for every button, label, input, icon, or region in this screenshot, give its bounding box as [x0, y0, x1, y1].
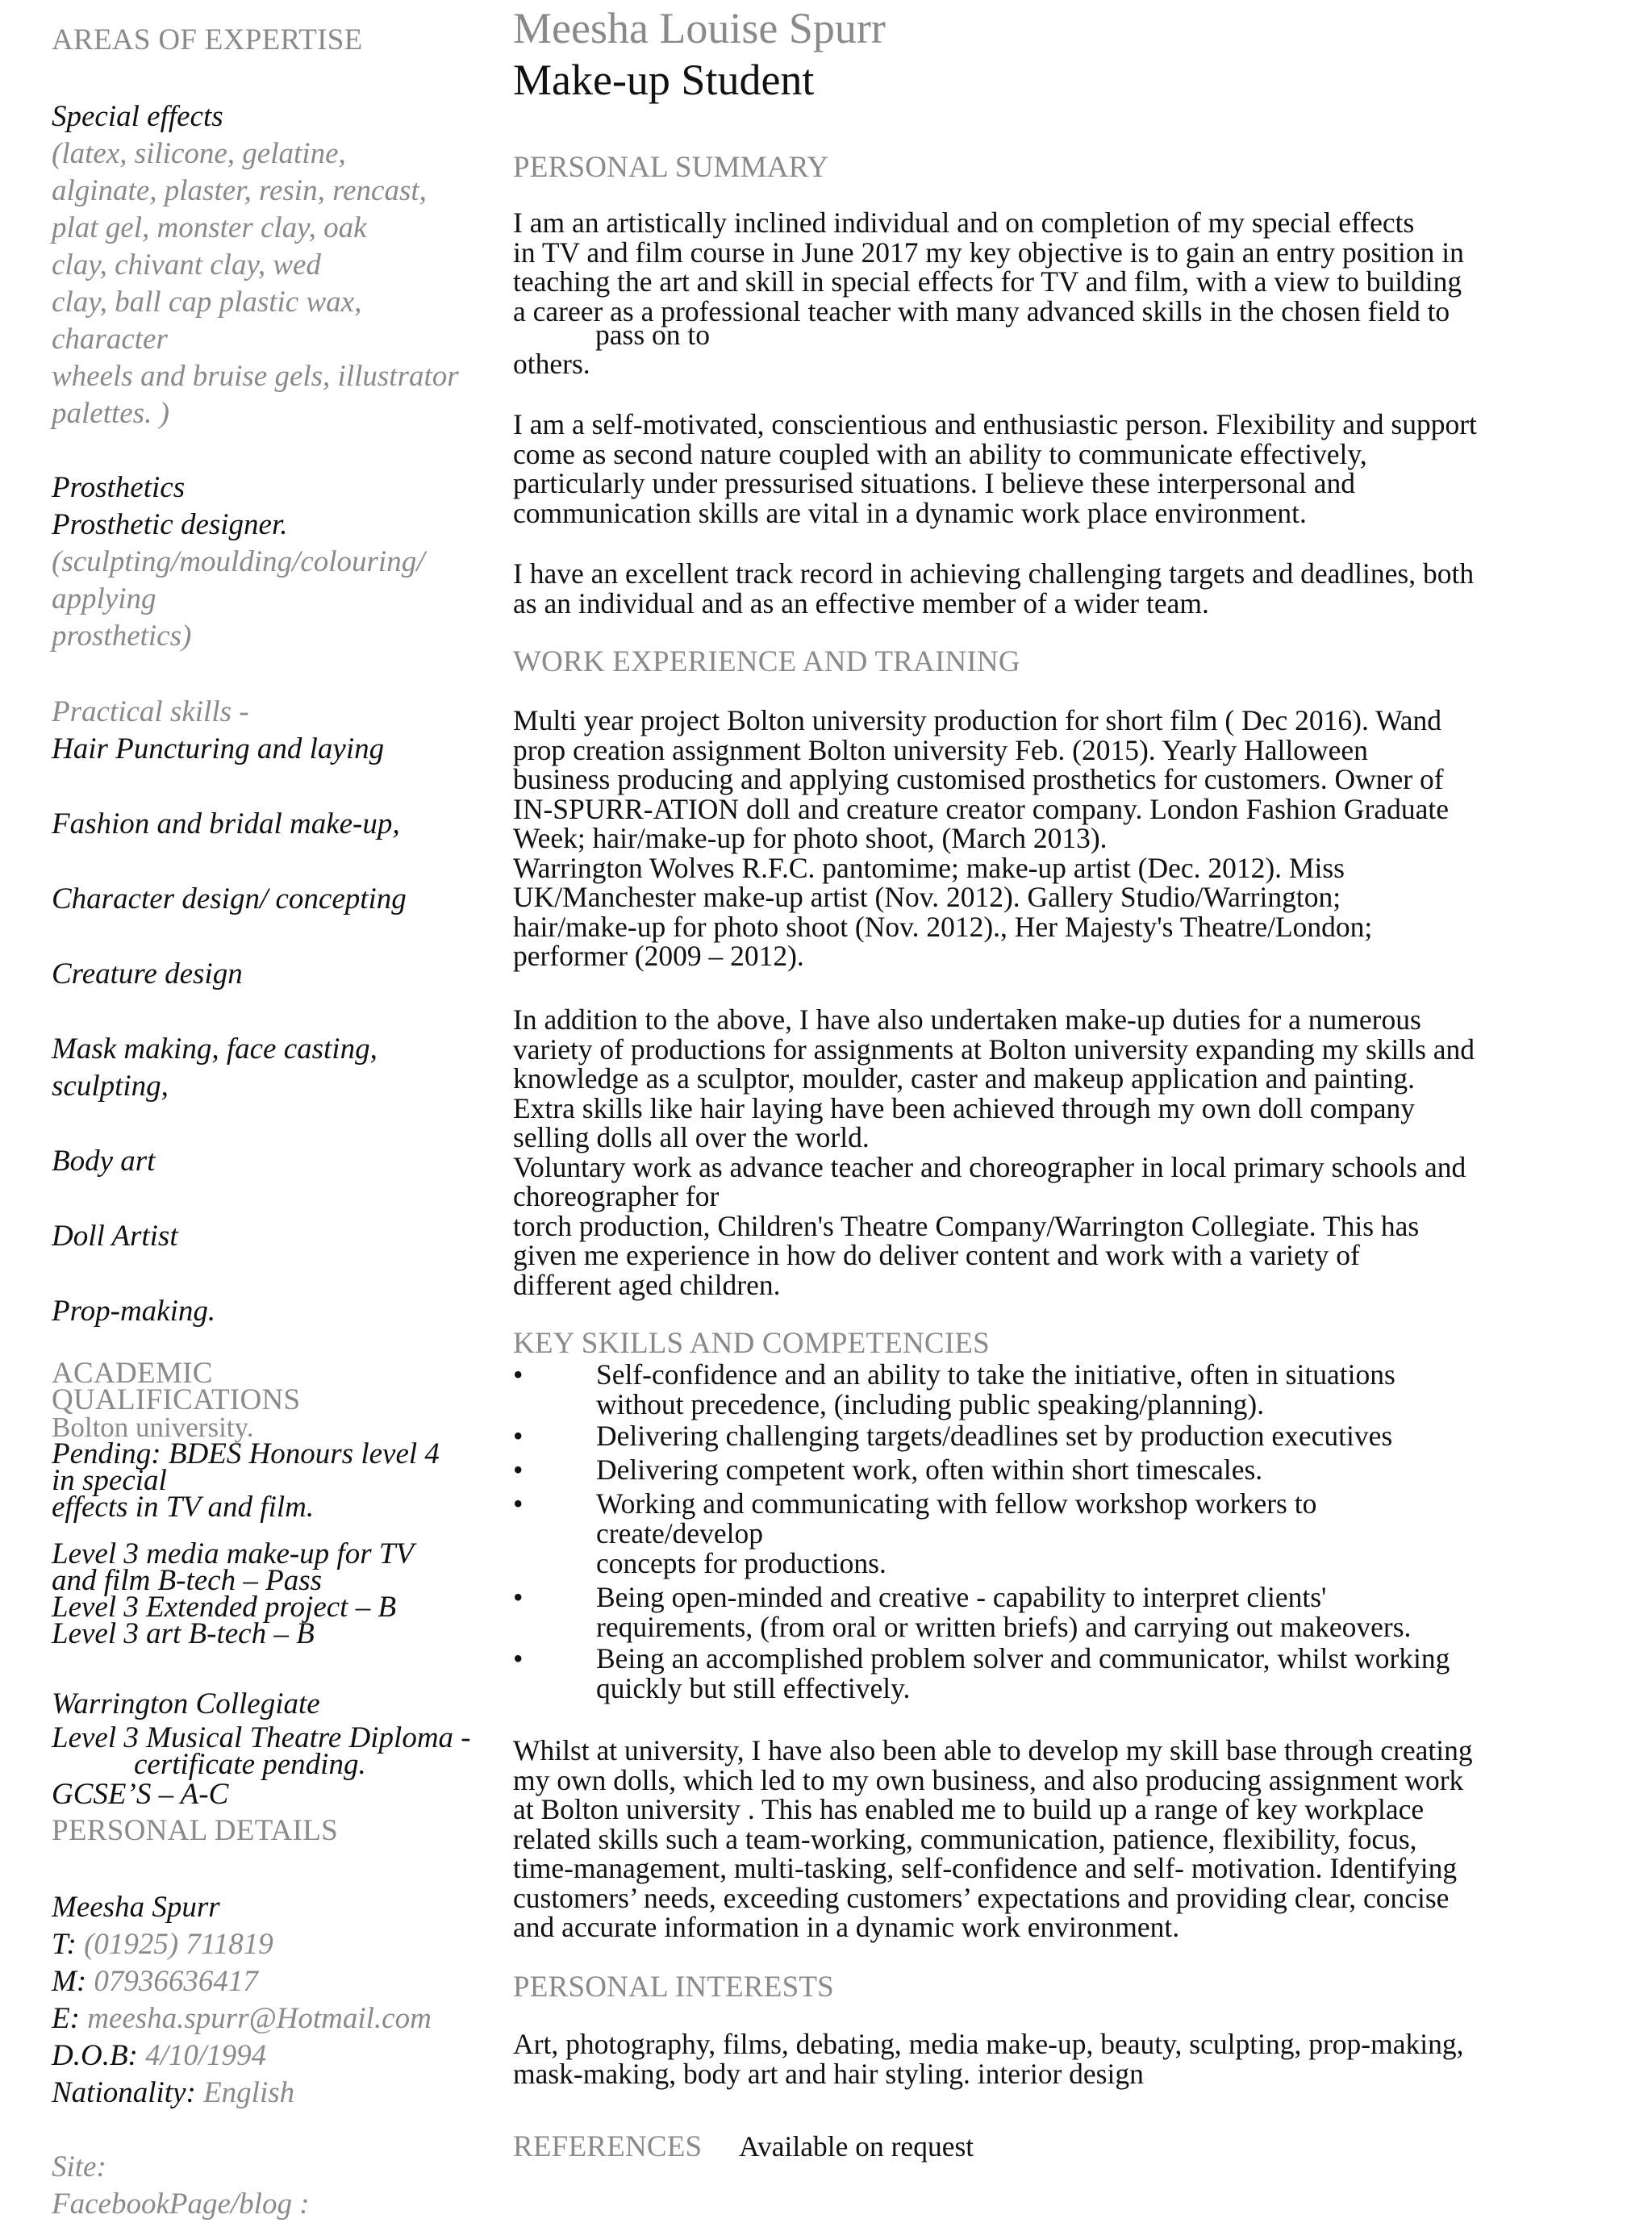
special-effects-title: Special effects — [52, 100, 223, 133]
references-value: Available on request — [739, 2130, 974, 2163]
special-effects-line: alginate, plaster, resin, rencast, — [52, 174, 427, 207]
university-line: related skills such a team-working, communication, patience, flexibility, focus, — [513, 1822, 1417, 1855]
detail-value: (01925) 711819 — [76, 1928, 273, 1961]
special-effects-line: clay, chivant clay, wed — [52, 248, 321, 282]
work-line: Week; hair/make-up for photo shoot, (March 2013). — [513, 822, 1108, 854]
detail-value: English — [195, 2076, 295, 2109]
bullet-dot: • — [513, 1581, 524, 1613]
summary-line: a career as a professional teacher with many advanced skills in the chosen field to — [513, 294, 1450, 327]
personal-summary-heading: PERSONAL SUMMARY — [513, 151, 829, 184]
bullet-dot: • — [513, 1454, 524, 1486]
skill-bullet — [513, 1455, 1626, 1487]
academic-heading-line: ACADEMIC — [52, 1357, 213, 1390]
university-line: my own dolls, which led to my own business, and also producing assignment work — [513, 1763, 1464, 1796]
summary-line: teaching the art and skill in special effects for TV and film, with a view to building — [513, 265, 1462, 298]
person-name: Meesha Spurr — [52, 1891, 220, 1924]
warrington-collegiate: Warrington Collegiate — [52, 1687, 320, 1720]
academic-line: Level 3 media make-up for TV — [52, 1537, 415, 1570]
skill-item: Fashion and bridal make-up, — [52, 807, 400, 840]
university-line: Whilst at university, I have also been able to develop my skill base through creating — [513, 1734, 1473, 1766]
diploma-line-1: Level 3 Musical Theatre Diploma - — [52, 1721, 471, 1754]
work-paragraph-1 — [513, 706, 1449, 971]
work-experience-heading: WORK EXPERIENCE AND TRAINING — [513, 645, 1020, 678]
skill-item: Mask making, face casting, — [52, 1032, 378, 1066]
academic-line: in special — [52, 1464, 167, 1497]
bolton-university: Bolton university. — [52, 1412, 254, 1443]
work-line: Multi year project Bolton university production for short film ( Dec 2016). Wand — [513, 704, 1441, 736]
work-line: variety of productions for assignments at Bolton university expanding my skills and — [513, 1032, 1475, 1066]
work-line: knowledge as a sculptor, moulder, caster and makeup application and painting. — [513, 1062, 1416, 1095]
work-line: given me experience in how do deliver content and work with a variety of — [513, 1239, 1360, 1271]
skill-item: Character design/ concepting — [52, 882, 407, 915]
academic-line: effects in TV and film. — [52, 1491, 315, 1524]
bullet-line: create/develop — [596, 1516, 763, 1549]
university-paragraph — [513, 1736, 1473, 1942]
summary-others: others. — [513, 348, 590, 380]
personal-details-heading: PERSONAL DETAILS — [52, 1814, 339, 1847]
resume-name: Meesha Louise Spurr — [513, 4, 886, 52]
bullet-text — [596, 1421, 1392, 1451]
bullet-text — [596, 1583, 1411, 1641]
bullet-line: Delivering challenging targets/deadlines set by production executives — [596, 1420, 1393, 1452]
summary-paragraph-3 — [513, 559, 1474, 618]
summary-pass-on: pass on to — [595, 319, 710, 351]
gcse-line: GCSE’S – A-C — [52, 1778, 229, 1811]
skill-item: Creature design — [52, 957, 243, 991]
summary-line: communication skills are vital in a dynamic work place environment. — [513, 496, 1307, 529]
prosthetics-line: applying — [52, 582, 156, 615]
key-skills-heading: KEY SKILLS AND COMPETENCIES — [513, 1327, 990, 1360]
interests-line: Art, photography, films, debating, media make-up, beauty, sculpting, prop-making, — [513, 2028, 1464, 2060]
academic-heading — [52, 1357, 301, 1416]
summary-line: in TV and film course in June 2017 my key objective is to gain an entry position in — [513, 236, 1464, 269]
prosthetics-line: (sculpting/moulding/colouring/ — [52, 545, 425, 578]
bullet-line: Being open-minded and creative - capability to interpret clients' — [596, 1581, 1327, 1613]
detail-value: 4/10/1994 — [137, 2039, 267, 2072]
detail-label: Nationality: — [52, 2076, 196, 2109]
academic-pending — [52, 1437, 440, 1524]
special-effects-line: clay, ball cap plastic wax, — [52, 286, 362, 319]
work-line: performer (2009 – 2012). — [513, 940, 804, 972]
detail-value: 07936636417 — [86, 1965, 258, 1998]
academic-line: and film B-tech – Pass — [52, 1564, 323, 1597]
bullet-line: requirements, (from oral or written briefs) and carrying out makeovers. — [596, 1610, 1412, 1643]
prosthetics-line: prosthetics) — [52, 619, 192, 653]
diploma-line-2: certificate pending. — [134, 1748, 366, 1781]
work-line: UK/Manchester make-up artist (Nov. 2012). Gallery Studio/Warrington; — [513, 881, 1341, 913]
detail-label: D.O.B: — [52, 2039, 138, 2072]
detail-value: meesha.spurr@Hotmail.com — [79, 2002, 432, 2035]
bullet-line: Delivering competent work, often within short timescales. — [596, 1454, 1263, 1486]
detail-label: M: — [52, 1965, 87, 1998]
work-line: choreographer for — [513, 1180, 720, 1212]
work-line: Voluntary work as advance teacher and choreographer in local primary schools and — [513, 1150, 1466, 1183]
detail-phone — [52, 1926, 273, 1963]
academic-line: Pending: BDES Honours level 4 — [52, 1437, 440, 1470]
academic-line: Level 3 art B-tech – B — [52, 1617, 315, 1650]
work-line: Warrington Wolves R.F.C. pantomime; make-up artist (Dec. 2012). Miss — [513, 851, 1345, 884]
summary-line: come as second nature coupled with an ability to communicate effectively, — [513, 437, 1367, 470]
summary-line: I have an excellent track record in achieving challenging targets and deadlines, both — [513, 557, 1475, 590]
bullet-dot: • — [513, 1358, 524, 1391]
academic-line: Level 3 Extended project – B — [52, 1591, 397, 1624]
references-heading: REFERENCES — [513, 2130, 703, 2163]
work-line: selling dolls all over the world. — [513, 1121, 870, 1153]
bullet-line: Self-confidence and an ability to take the initiative, often in situations — [596, 1358, 1395, 1391]
bullet-dot: • — [513, 1642, 524, 1675]
summary-line: as an individual and as an effective member of a wider team. — [513, 586, 1209, 619]
work-line: Extra skills like hair laying have been achieved through my own doll company — [513, 1091, 1415, 1124]
bullet-text — [596, 1360, 1395, 1419]
university-line: at Bolton university . This has enabled me to build up a range of key workplace — [513, 1793, 1425, 1825]
bullet-line: without precedence, (including public speaking/planning). — [596, 1387, 1265, 1420]
work-line: business producing and applying customised prosthetics for customers. Owner of — [513, 763, 1444, 795]
special-effects-line: wheels and bruise gels, illustrator — [52, 360, 459, 393]
skill-bullet — [513, 1489, 1626, 1554]
summary-line: particularly under pressurised situations. I believe these interpersonal and — [513, 467, 1355, 499]
summary-line: I am a self-motivated, conscientious and enthusiastic person. Flexibility and support — [513, 408, 1477, 440]
practical-skills-label: Practical skills - — [52, 695, 249, 728]
skill-bullet — [513, 1421, 1626, 1454]
skill-item: sculpting, — [52, 1070, 169, 1103]
work-line: torch production, Children's Theatre Company/Warrington Collegiate. This has — [513, 1209, 1420, 1242]
prosthetic-designer: Prosthetic designer. — [52, 508, 288, 541]
detail-email — [52, 2000, 432, 2037]
summary-line: I am an artistically inclined individual and on completion of my special effects — [513, 206, 1415, 239]
skill-bullet — [513, 1360, 1626, 1424]
summary-paragraph-2 — [513, 410, 1477, 528]
bullet-dot: • — [513, 1487, 524, 1520]
university-line: and accurate information in a dynamic work environment. — [513, 1911, 1180, 1943]
special-effects-line: character — [52, 323, 168, 356]
site-label: Site: — [52, 2150, 106, 2183]
work-line: prop creation assignment Bolton university Feb. (2015). Yearly Halloween — [513, 733, 1368, 766]
skill-bullet — [513, 1583, 1626, 1647]
interests-line: mask-making, body art and hair styling. interior design — [513, 2057, 1144, 2090]
work-paragraph-2 — [513, 1005, 1475, 1299]
bullet-text — [596, 1489, 1316, 1548]
resume-role: Make-up Student — [513, 56, 815, 104]
work-line: IN-SPURR-ATION doll and creature creator company. London Fashion Graduate — [513, 792, 1450, 825]
areas-of-expertise-heading: AREAS OF EXPERTISE — [52, 23, 363, 56]
bullet-dot: • — [513, 1420, 524, 1452]
skill-item: Body art — [52, 1145, 156, 1178]
personal-interests-heading: PERSONAL INTERESTS — [513, 1971, 834, 2004]
bullet-text — [596, 1455, 1262, 1485]
work-line: different aged children. — [513, 1268, 781, 1301]
special-effects-materials — [52, 136, 459, 432]
special-effects-line: (latex, silicone, gelatine, — [52, 137, 346, 170]
bullet-line: Being an accomplished problem solver and communicator, whilst working — [596, 1642, 1450, 1675]
skill-item: Hair Puncturing and laying — [52, 732, 385, 765]
work-line: In addition to the above, I have also undertaken make-up duties for a numerous — [513, 1003, 1421, 1036]
bullet-text — [596, 1644, 1450, 1703]
summary-paragraph-1 — [513, 208, 1464, 326]
special-effects-line: plat gel, monster clay, oak — [52, 211, 367, 244]
detail-label: T: — [52, 1928, 77, 1961]
bullet-line: Working and communicating with fellow workshop workers to — [596, 1487, 1317, 1520]
prosthetics-title: Prosthetics — [52, 471, 186, 504]
detail-label: E: — [52, 2002, 80, 2035]
site-value: FacebookPage/blog : — [52, 2188, 310, 2221]
university-line: time-management, multi-tasking, self-confidence and self- motivation. Identifying — [513, 1852, 1458, 1884]
bullet-line: quickly but still effectively. — [596, 1671, 911, 1704]
skill-item: Doll Artist — [52, 1220, 178, 1253]
interests-paragraph — [513, 2029, 1463, 2088]
prosthetics-details — [52, 544, 424, 655]
skill-bullet — [513, 1644, 1626, 1708]
detail-mobile — [52, 1963, 258, 2000]
work-line: hair/make-up for photo shoot (Nov. 2012)., Her Majesty's Theatre/London; — [513, 910, 1373, 943]
academic-levels — [52, 1537, 415, 1650]
detail-nationality — [52, 2075, 294, 2112]
concepts-line: concepts for productions. — [596, 1547, 886, 1579]
university-line: customers’ needs, exceeding customers’ expectations and providing clear, concise — [513, 1881, 1450, 1914]
special-effects-line: palettes. ) — [52, 397, 169, 430]
detail-dob — [52, 2037, 266, 2075]
academic-heading-line: QUALIFICATIONS — [52, 1383, 301, 1416]
skill-item: Prop-making. — [52, 1295, 216, 1328]
